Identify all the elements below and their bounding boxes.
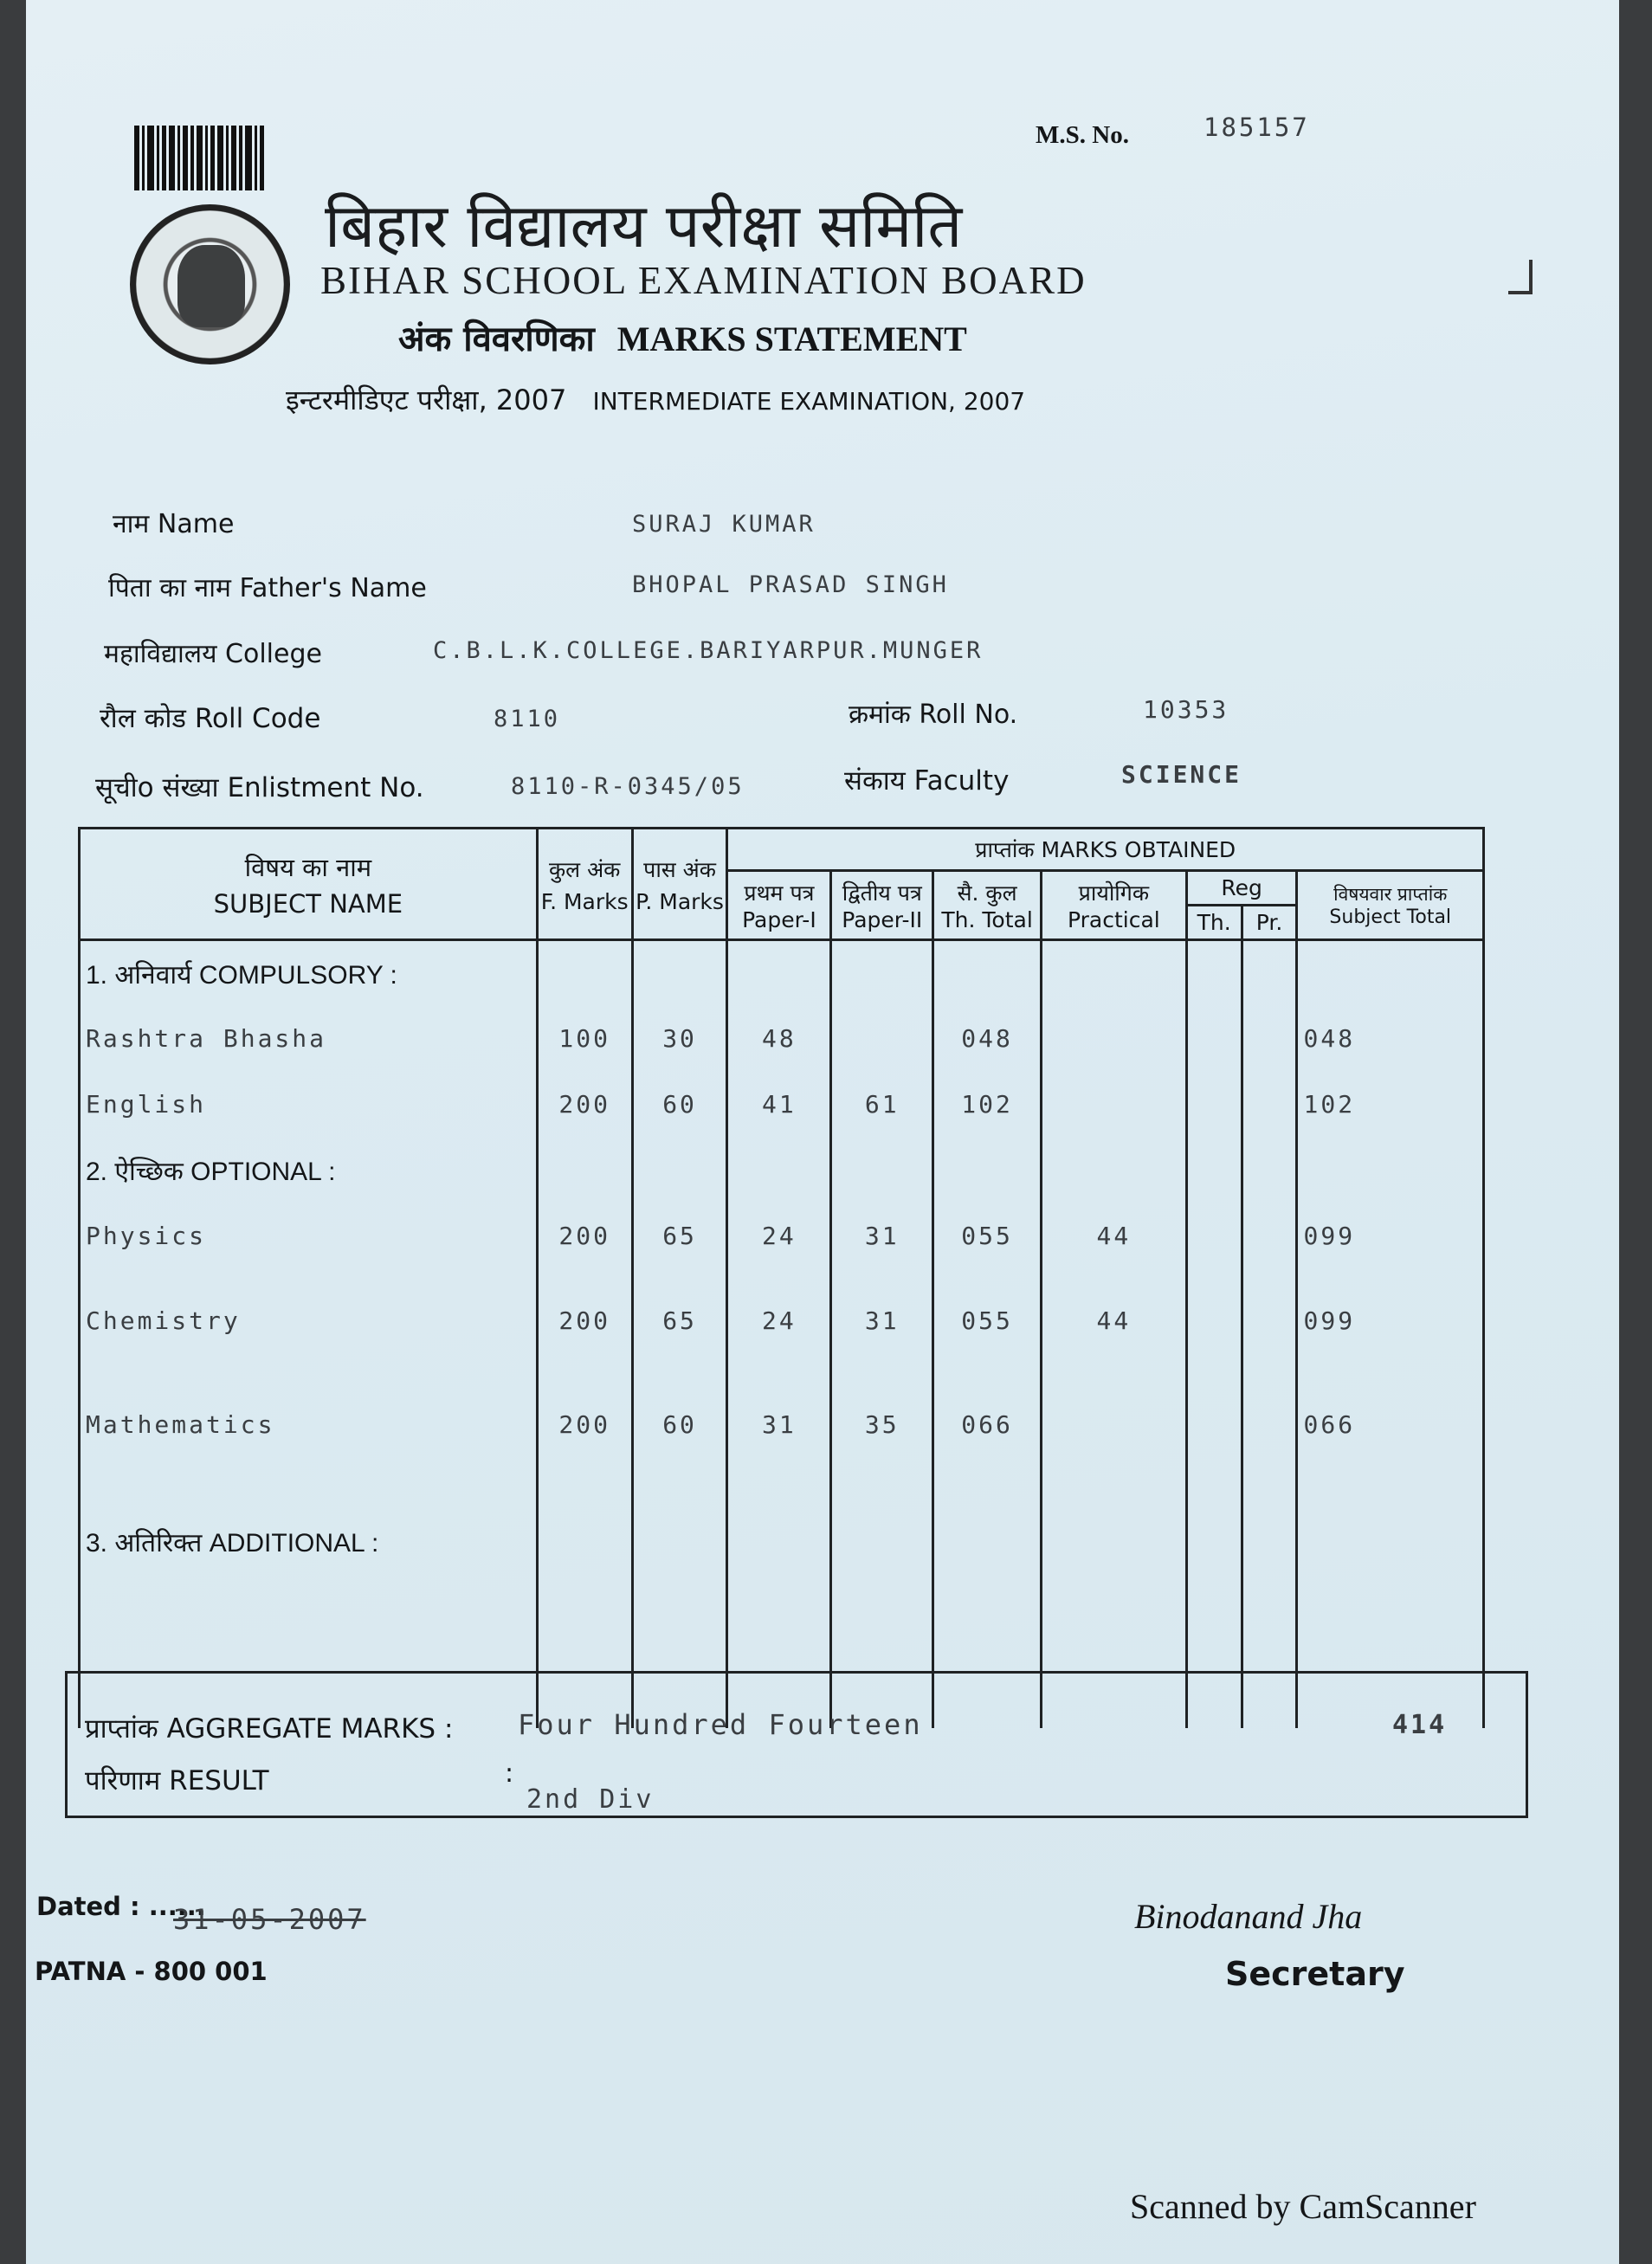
name-label: नाम Name [113, 509, 235, 539]
paper2-marks [831, 1006, 933, 1072]
corner-mark [1508, 260, 1533, 294]
theory-total-header-english: Th. Total [941, 907, 1033, 932]
pass-marks: 60 [632, 1373, 727, 1477]
full-marks-header [537, 829, 632, 940]
father-name-label: पिता का नाम Father's Name [108, 573, 427, 603]
paper1-marks: 24 [727, 1269, 831, 1373]
aggregate-value: 414 [1392, 1710, 1448, 1740]
father-name-value: BHOPAL PRASAD SINGH [632, 571, 949, 598]
aggregate-words: Four Hundred Fourteen [518, 1708, 923, 1741]
subject-total-header-hindi: विषयवार प्राप्तांक [1333, 884, 1448, 905]
subject-total: 099 [1297, 1269, 1484, 1373]
faculty-value: SCIENCE [1121, 760, 1242, 789]
paper2-marks: 31 [831, 1269, 933, 1373]
subject-name-header [80, 829, 538, 940]
pass-marks: 65 [632, 1203, 727, 1269]
paper1-marks: 31 [727, 1373, 831, 1477]
dated-label: Dated : ...... [36, 1892, 206, 1921]
theory-total-header [933, 871, 1042, 940]
subject-total-header [1297, 871, 1484, 940]
board-seal-logo [130, 204, 290, 364]
paper1-marks: 41 [727, 1072, 831, 1138]
board-name-english: BIHAR SCHOOL EXAMINATION BOARD [320, 259, 1087, 302]
statement-title-hindi: अंक विवरणिका [398, 319, 595, 359]
result-value: 2nd Div [526, 1784, 655, 1815]
paper2-marks: 31 [831, 1203, 933, 1269]
enlistment-value: 8110-R-0345/05 [511, 773, 745, 800]
paper2-header-english: Paper-II [842, 907, 923, 932]
subject-name: English [80, 1072, 538, 1138]
pass-marks-header-english: P. Marks [636, 888, 724, 914]
paper2-marks: 61 [831, 1072, 933, 1138]
reg-th-header: Th. [1188, 906, 1243, 938]
subject-name: Mathematics [80, 1373, 538, 1477]
secretary-signature: Binodanand Jha [1134, 1897, 1363, 1936]
roll-no-value: 10353 [1143, 695, 1229, 724]
subject-name: Rashtra Bhasha [80, 1006, 538, 1072]
paper1-header-hindi: प्रथम पत्र [744, 880, 815, 906]
paper2-marks: 35 [831, 1373, 933, 1477]
subject-total: 048 [1297, 1006, 1484, 1072]
paper1-marks: 48 [727, 1006, 831, 1072]
practical-marks [1041, 1072, 1186, 1138]
full-marks-header-english: F. Marks [540, 888, 629, 914]
pass-marks: 30 [632, 1006, 727, 1072]
full-marks: 200 [537, 1072, 632, 1138]
scanner-watermark: Scanned by CamScanner [1130, 2187, 1476, 2226]
section-optional: 2. ऐच्छिक OPTIONAL : [80, 1138, 538, 1203]
secretary-title: Secretary [1225, 1955, 1405, 1993]
pass-marks-header-hindi: पास अंक [643, 856, 716, 882]
full-marks-header-hindi: कुल अंक [548, 856, 621, 882]
reg-header-label: Reg [1221, 875, 1262, 900]
table-row [80, 1072, 1484, 1138]
reg-pr-header: Pr. [1255, 910, 1283, 935]
theory-total: 066 [933, 1373, 1042, 1477]
subject-name: Physics [80, 1203, 538, 1269]
marks-obtained-header: प्राप्तांक MARKS OBTAINED [727, 829, 1484, 871]
board-name-hindi: बिहार विद्यालय परीक्षा समिति [325, 190, 963, 261]
full-marks: 200 [537, 1203, 632, 1269]
theory-total: 055 [933, 1269, 1042, 1373]
subject-name-header-english: SUBJECT NAME [213, 888, 403, 919]
result-label: परिणाम RESULT [85, 1765, 269, 1796]
reg-header [1186, 871, 1297, 940]
issuing-place: PATNA - 800 001 [35, 1957, 268, 1986]
statement-title-english: MARKS STATEMENT [616, 319, 967, 358]
roll-code-value: 8110 [494, 706, 561, 732]
result-colon: : [505, 1758, 514, 1789]
section-compulsory: 1. अनिवार्य COMPULSORY : [80, 940, 538, 1006]
practical-header-hindi: प्रायोगिक [1078, 880, 1150, 906]
subject-name: Chemistry [80, 1269, 538, 1373]
pass-marks-header [632, 829, 727, 940]
practical-marks [1041, 1006, 1186, 1072]
paper2-header [831, 871, 933, 940]
table-row [80, 1373, 1484, 1477]
practical-marks: 44 [1041, 1269, 1186, 1373]
full-marks: 200 [537, 1269, 632, 1373]
practical-marks [1041, 1373, 1186, 1477]
full-marks: 200 [537, 1373, 632, 1477]
name-value: SURAJ KUMAR [632, 511, 816, 538]
subject-name-header-hindi: विषय का नाम [244, 852, 372, 882]
college-value: C.B.L.K.COLLEGE.BARIYARPUR.MUNGER [433, 637, 984, 664]
theory-total: 055 [933, 1203, 1042, 1269]
theory-total-header-hindi: सै. कुल [957, 880, 1017, 906]
practical-header-english: Practical [1067, 907, 1160, 932]
full-marks: 100 [537, 1006, 632, 1072]
paper1-header [727, 871, 831, 940]
subject-total: 102 [1297, 1072, 1484, 1138]
paper1-header-english: Paper-I [742, 907, 816, 932]
practical-header [1041, 871, 1186, 940]
college-label: महाविद्यालय College [104, 639, 322, 669]
barcode [134, 126, 264, 190]
theory-total: 048 [933, 1006, 1042, 1072]
theory-total: 102 [933, 1072, 1042, 1138]
marks-statement-sheet [26, 0, 1619, 2264]
faculty-label: संकाय Faculty [844, 765, 1010, 797]
roll-no-label: क्रमांक Roll No. [849, 700, 1018, 730]
table-row [80, 1269, 1484, 1373]
pass-marks: 65 [632, 1269, 727, 1373]
subject-total: 099 [1297, 1203, 1484, 1269]
pass-marks: 60 [632, 1072, 727, 1138]
aggregate-label: प्राप्तांक AGGREGATE MARKS : [85, 1713, 454, 1745]
table-row [80, 1006, 1484, 1072]
practical-marks: 44 [1041, 1203, 1186, 1269]
section-additional: 3. अतिरिक्त ADDITIONAL : [80, 1477, 538, 1607]
dated-value: 31-05-2007 [173, 1903, 366, 1936]
ms-no-value: 185157 [1204, 113, 1310, 142]
subject-total: 066 [1297, 1373, 1484, 1477]
table-row [80, 1203, 1484, 1269]
subject-total-header-english: Subject Total [1329, 906, 1452, 928]
ms-no-label: M.S. No. [1036, 121, 1129, 149]
exam-title-hindi: इन्टरमीडिएट परीक्षा, 2007 [286, 384, 567, 416]
paper2-header-hindi: द्वितीय पत्र [842, 880, 922, 906]
enlistment-label: सूचीo संख्या Enlistment No. [95, 772, 424, 803]
marks-table [78, 827, 1485, 1728]
paper1-marks: 24 [727, 1203, 831, 1269]
exam-title-english: INTERMEDIATE EXAMINATION, 2007 [592, 387, 1026, 416]
aggregate-box [65, 1671, 1528, 1818]
roll-code-label: रौल कोड Roll Code [100, 703, 321, 734]
